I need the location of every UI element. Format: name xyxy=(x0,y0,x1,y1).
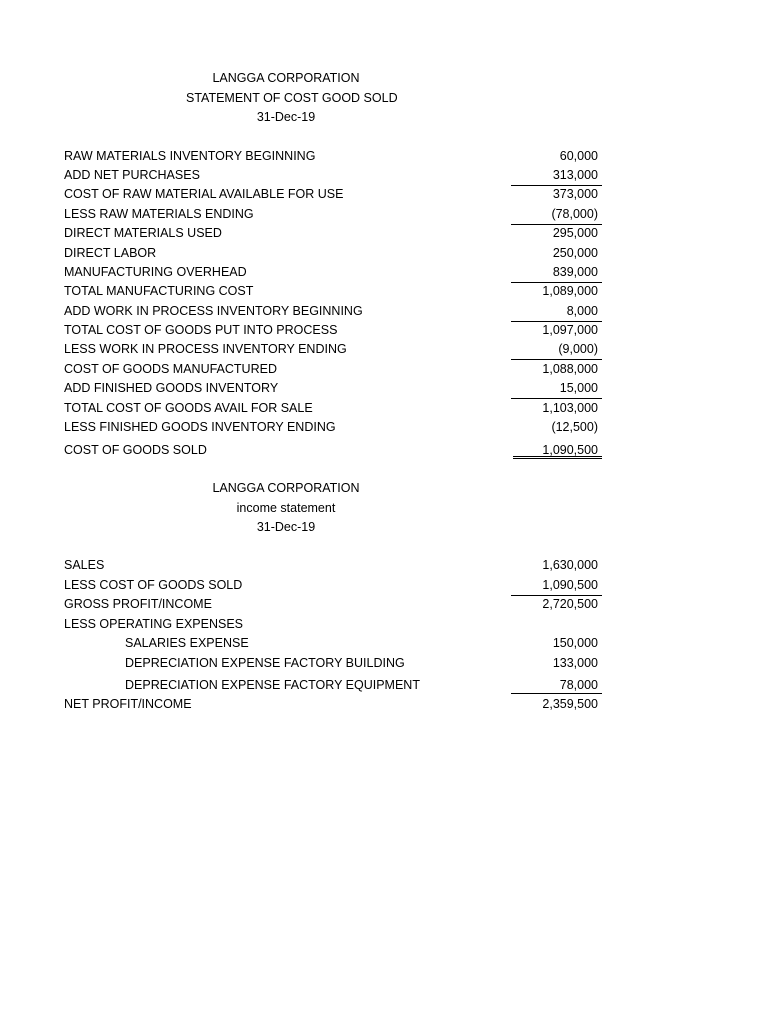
subtotal-rule xyxy=(511,185,602,186)
income-row xyxy=(0,578,768,597)
cogs-row-value: 60,000 xyxy=(559,149,598,163)
cogs-row-label: COST OF GOODS MANUFACTURED xyxy=(64,362,277,376)
subtotal-rule xyxy=(511,321,602,322)
cogs-row-value: 8,000 xyxy=(566,304,598,318)
cogs-row-label: LESS WORK IN PROCESS INVENTORY ENDING xyxy=(64,342,347,356)
income-row-label: LESS OPERATING EXPENSES xyxy=(64,617,243,631)
cogs-row xyxy=(0,265,768,284)
cogs-row-value: (12,500) xyxy=(551,420,598,434)
cogs-row-value: 1,103,000 xyxy=(542,401,598,415)
income-row xyxy=(0,617,768,636)
income-row-value: 1,630,000 xyxy=(542,558,598,572)
subtotal-rule xyxy=(511,224,602,225)
income-row-label: DEPRECIATION EXPENSE FACTORY EQUIPMENT xyxy=(125,678,420,692)
cogs-row xyxy=(0,246,768,265)
cogs-row xyxy=(0,168,768,187)
income-row xyxy=(0,656,768,675)
cogs-row-label: ADD NET PURCHASES xyxy=(64,168,200,182)
cogs-row-label: TOTAL MANUFACTURING COST xyxy=(64,284,254,298)
cogs-row-label: TOTAL COST OF GOODS PUT INTO PROCESS xyxy=(64,323,338,337)
income-total-row xyxy=(0,697,768,716)
income-statement-date: 31-Dec-19 xyxy=(256,520,316,534)
cogs-row xyxy=(0,149,768,168)
income-row-label: SALES xyxy=(64,558,105,572)
cogs-row xyxy=(0,420,768,439)
cogs-row-value: (78,000) xyxy=(551,207,598,221)
cogs-row-label: DIRECT LABOR xyxy=(64,246,157,260)
income-row xyxy=(0,558,768,577)
cogs-row xyxy=(0,304,768,323)
income-row-label: DEPRECIATION EXPENSE FACTORY BUILDING xyxy=(125,656,405,670)
cogs-row-label: RAW MATERIALS INVENTORY BEGINNING xyxy=(64,149,316,163)
double-underline-rule xyxy=(513,456,602,459)
income-row-value: 2,359,500 xyxy=(542,697,598,711)
subtotal-rule xyxy=(511,693,602,694)
income-row xyxy=(0,678,768,697)
cogs-row-value: 839,000 xyxy=(552,265,598,279)
cogs-row-value: 1,097,000 xyxy=(542,323,598,337)
subtotal-rule xyxy=(511,359,602,360)
income-row xyxy=(0,636,768,655)
cogs-row-label: ADD WORK IN PROCESS INVENTORY BEGINNING xyxy=(64,304,363,318)
cogs-row-label: MANUFACTURING OVERHEAD xyxy=(64,265,247,279)
cogs-statement-title: STATEMENT OF COST GOOD SOLD xyxy=(186,91,398,105)
cogs-row xyxy=(0,226,768,245)
cogs-row-value: 1,089,000 xyxy=(542,284,598,298)
cogs-row xyxy=(0,284,768,303)
subtotal-rule xyxy=(511,398,602,399)
cogs-total-row xyxy=(0,443,768,462)
income-row-value: 78,000 xyxy=(559,678,598,692)
cogs-row-value: 1,090,500 xyxy=(542,443,598,457)
cogs-row-value: 250,000 xyxy=(552,246,598,260)
cogs-row-value: (9,000) xyxy=(558,342,598,356)
income-row-label: GROSS PROFIT/INCOME xyxy=(64,597,212,611)
cogs-row-label: LESS FINISHED GOODS INVENTORY ENDING xyxy=(64,420,336,434)
cogs-company-name: LANGGA CORPORATION xyxy=(212,71,360,85)
cogs-row-label: ADD FINISHED GOODS INVENTORY xyxy=(64,381,279,395)
income-row-label: SALARIES EXPENSE xyxy=(125,636,249,650)
subtotal-rule xyxy=(511,282,602,283)
cogs-row-value: 313,000 xyxy=(552,168,598,182)
cogs-row-label: DIRECT MATERIALS USED xyxy=(64,226,222,240)
cogs-row xyxy=(0,381,768,400)
income-statement-title: income statement xyxy=(236,501,336,515)
cogs-row xyxy=(0,342,768,361)
income-company-name: LANGGA CORPORATION xyxy=(212,481,360,495)
income-row xyxy=(0,597,768,616)
cogs-row-label: COST OF GOODS SOLD xyxy=(64,443,207,457)
cogs-row xyxy=(0,207,768,226)
cogs-row-label: COST OF RAW MATERIAL AVAILABLE FOR USE xyxy=(64,187,344,201)
cogs-row-value: 373,000 xyxy=(552,187,598,201)
cogs-row-value: 295,000 xyxy=(552,226,598,240)
cogs-row xyxy=(0,362,768,381)
cogs-row-value: 1,088,000 xyxy=(542,362,598,376)
income-row-value: 1,090,500 xyxy=(542,578,598,592)
income-row-value: 150,000 xyxy=(552,636,598,650)
income-row-label: LESS COST OF GOODS SOLD xyxy=(64,578,243,592)
cogs-row xyxy=(0,323,768,342)
subtotal-rule xyxy=(511,595,602,596)
cogs-row-label: LESS RAW MATERIALS ENDING xyxy=(64,207,254,221)
cogs-row-label: TOTAL COST OF GOODS AVAIL FOR SALE xyxy=(64,401,313,415)
income-row-value: 2,720,500 xyxy=(542,597,598,611)
cogs-statement-date: 31-Dec-19 xyxy=(256,110,316,124)
cogs-row xyxy=(0,401,768,420)
cogs-row xyxy=(0,187,768,206)
income-row-value: 133,000 xyxy=(552,656,598,670)
cogs-row-value: 15,000 xyxy=(559,381,598,395)
income-row-label: NET PROFIT/INCOME xyxy=(64,697,192,711)
